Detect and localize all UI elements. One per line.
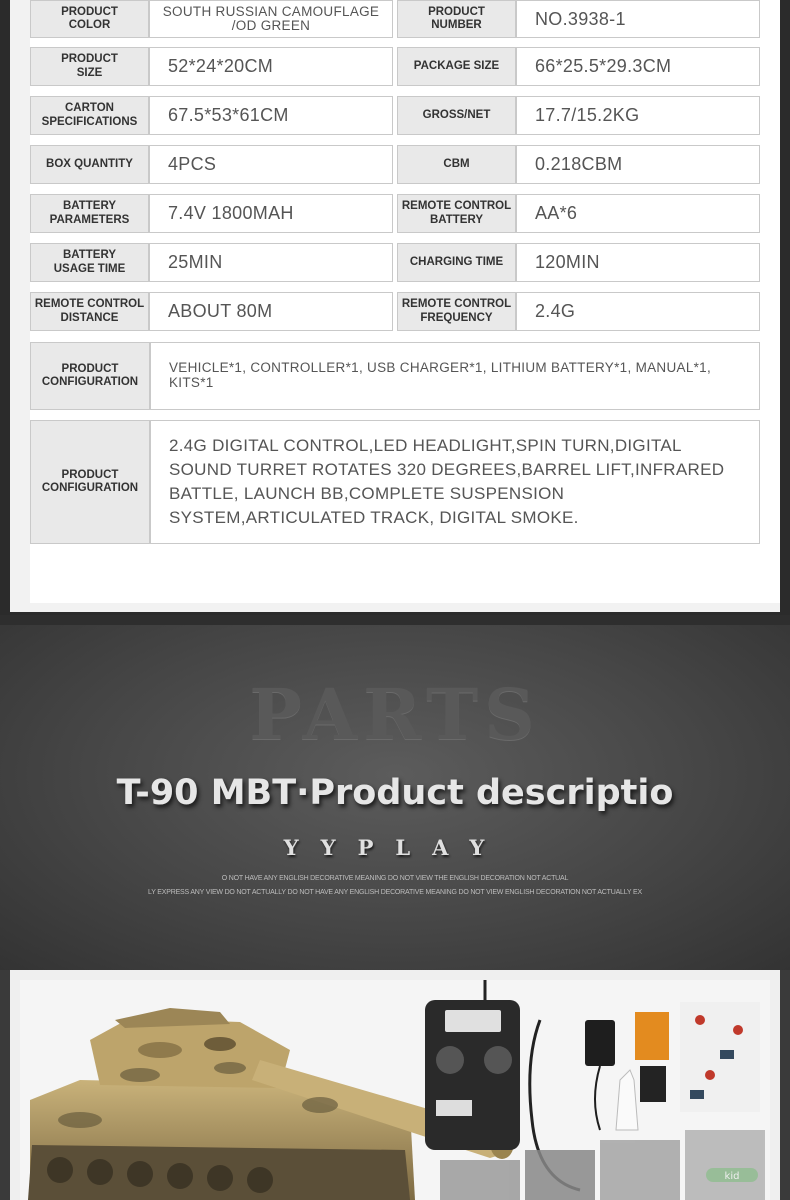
- spec-row: [30, 96, 760, 135]
- spec-value: 25MIN: [149, 243, 393, 282]
- spec-row: [30, 47, 760, 86]
- spec-row-configuration: [30, 342, 760, 410]
- svg-text:kid: kid: [724, 1171, 740, 1182]
- spec-label: CBM: [397, 145, 516, 184]
- spec-row-features: [30, 420, 760, 544]
- spec-label-configuration: [30, 342, 150, 410]
- spec-pair-right: [397, 292, 760, 331]
- spec-label: GROSS/NET: [397, 96, 516, 135]
- spec-label: PRODUCT SIZE: [30, 47, 149, 86]
- spec-value: 66*25.5*29.3CM: [516, 47, 760, 86]
- spec-value: 120MIN: [516, 243, 760, 282]
- product-description-headline: T-90 MBT·Product descriptio: [116, 773, 674, 813]
- spec-label-features: [30, 420, 150, 544]
- spec-label: BOX QUANTITY: [30, 145, 149, 184]
- parts-banner: [0, 615, 790, 970]
- spec-value: 17.7/15.2KG: [516, 96, 760, 135]
- spec-row: [30, 145, 760, 184]
- spec-pair-left: [30, 194, 393, 233]
- spec-row: [30, 243, 760, 282]
- decal-sheet-icon: [680, 1002, 760, 1112]
- spec-pair-left: [30, 292, 393, 331]
- product-illustration: [20, 980, 770, 1200]
- spec-pair-right: [397, 145, 760, 184]
- spec-value: NO.3938-1: [516, 0, 760, 38]
- battery-icon: [635, 1012, 669, 1102]
- spec-label-text: PRODUCT CONFIGURATION: [41, 362, 139, 388]
- spec-label: REMOTE CONTROL FREQUENCY: [397, 292, 516, 331]
- spec-value: 2.4G: [516, 292, 760, 331]
- spec-value: 4PCS: [149, 145, 393, 184]
- spec-pair-left: [30, 145, 393, 184]
- watermark-logo: [702, 1154, 762, 1194]
- decorative-text-line-2: LY EXPRESS ANY VIEW DO NOT ACTUALLY DO NOT HAVE ANY ENGLISH DECORATIVE MEANING DO NOT VIEW ENGLISH DECORATION NOT ACTUALLY EX: [148, 889, 642, 896]
- brand-name: YYPLAY: [283, 835, 507, 860]
- spec-label: BATTERY USAGE TIME: [30, 243, 149, 282]
- spec-pair-left: [30, 47, 393, 86]
- spec-value: 0.218CBM: [516, 145, 760, 184]
- spec-value: ABOUT 80M: [149, 292, 393, 331]
- spec-value-configuration: VEHICLE*1, CONTROLLER*1, USB CHARGER*1, LITHIUM BATTERY*1, MANUAL*1, KITS*1: [150, 342, 760, 410]
- spec-label: REMOTE CONTROL BATTERY: [397, 194, 516, 233]
- spec-label: PRODUCT NUMBER: [397, 0, 516, 38]
- spec-pair-left: [30, 96, 393, 135]
- spec-row: [30, 292, 760, 331]
- spec-pair-right: [397, 96, 760, 135]
- spec-value: 67.5*53*61CM: [149, 96, 393, 135]
- spec-label: REMOTE CONTROL DISTANCE: [30, 292, 149, 331]
- banner-top-edge: [0, 615, 790, 625]
- spec-label: BATTERY PARAMETERS: [30, 194, 149, 233]
- remote-controller-icon: [425, 980, 520, 1150]
- spec-pair-left: [30, 0, 393, 38]
- spec-row: [30, 194, 760, 233]
- spec-label-text: PRODUCT CONFIGURATION: [41, 468, 139, 494]
- spec-label: PACKAGE SIZE: [397, 47, 516, 86]
- decorative-text-line-1: O NOT HAVE ANY ENGLISH DECORATIVE MEANING DO NOT VIEW THE ENGLISH DECORATION NOT ACTUAL: [221, 875, 569, 882]
- spec-label: CARTON SPECIFICATIONS: [30, 96, 149, 135]
- spec-value: SOUTH RUSSIAN CAMOUFLAGE /OD GREEN: [149, 0, 393, 38]
- spec-value-features: 2.4G DIGITAL CONTROL,LED HEADLIGHT,SPIN TURN,DIGITAL SOUND TURRET ROTATES 320 DEGREES,BARREL LIFT,INFRARED BATTLE, LAUNCH BB,COMPLETE SUSPENSION SYSTEM,ARTICULATED TRACK, DIGITAL SMOKE.: [150, 420, 760, 544]
- parts-heading: PARTS: [249, 673, 541, 756]
- tank-with-accessories-photo: [20, 980, 770, 1200]
- spec-pair-left: [30, 243, 393, 282]
- spec-row: [30, 0, 760, 38]
- spec-pair-right: [397, 243, 760, 282]
- spec-pair-right: [397, 194, 760, 233]
- spec-label: PRODUCT COLOR: [30, 0, 149, 38]
- spec-value: 52*24*20CM: [149, 47, 393, 86]
- spec-label: CHARGING TIME: [397, 243, 516, 282]
- spec-pair-right: [397, 0, 760, 38]
- spec-pair-right: [397, 47, 760, 86]
- spec-value: 7.4V 1800MAH: [149, 194, 393, 233]
- spec-value: AA*6: [516, 194, 760, 233]
